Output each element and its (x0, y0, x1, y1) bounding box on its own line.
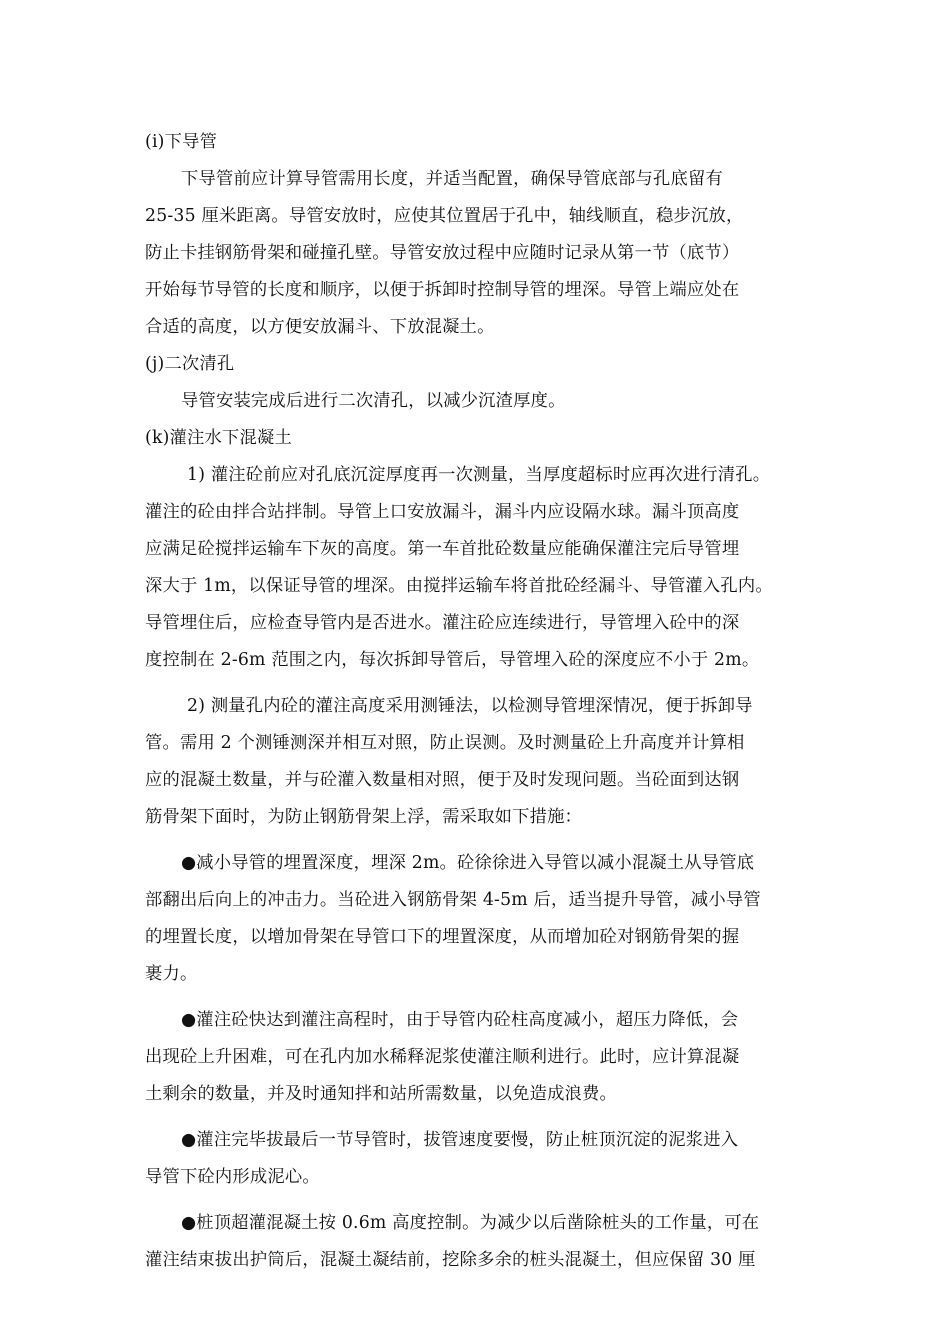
paragraph-line: 导管安装完成后进行二次清孔，以减少沉渣厚度。 (181, 391, 566, 411)
section-heading-j: (j)二次清孔 (145, 354, 235, 374)
paragraph-line: 开始每节导管的长度和顺序，以便于拆卸时控制导管的埋深。导管上端应处在 (145, 280, 740, 300)
bullet-line: ●灌注完毕拔最后一节导管时，拔管速度要慢，防止桩顶沉淀的泥浆进入 (181, 1130, 739, 1150)
paragraph-line: 25-35 厘米距离。导管安放时，应使其位置居于孔中，轴线顺直，稳步沉放， (145, 206, 744, 226)
paragraph-line: 下导管前应计算导管需用长度，并适当配置，确保导管底部与孔底留有 (181, 169, 723, 189)
paragraph-line: 部翻出后向上的冲击力。当砼进入钢筋骨架 4-5m 后，适当提升导管，减小导管 (145, 890, 761, 910)
paragraph-line: 灌注结束拔出护筒后，混凝土凝结前，挖除多余的桩头混凝土，但应保留 30 厘 (145, 1250, 756, 1270)
paragraph-gap (145, 836, 810, 845)
paragraph-gap (145, 1196, 810, 1205)
paragraph-line: 导管下砼内形成泥心。 (145, 1167, 320, 1187)
paragraph-line: 筋骨架下面时，为防止钢筋骨架上浮，需采取如下措施： (145, 807, 583, 827)
paragraph-line: 防止卡挂钢筋骨架和碰撞孔壁。导管安放过程中应随时记录从第一节（底节） (145, 243, 740, 263)
document-body (145, 124, 810, 1279)
paragraph-gap (145, 1113, 810, 1122)
paragraph-line: 灌注的砼由拌合站拌制。导管上口安放漏斗，漏斗内应设隔水球。漏斗顶高度 (145, 502, 740, 522)
paragraph-line: 出现砼上升困难，可在孔内加水稀释泥浆使灌注顺利进行。此时，应计算混凝 (145, 1047, 740, 1067)
paragraph-gap (145, 993, 810, 1002)
bullet-line: ●灌注砼快达到灌注高程时，由于导管内砼柱高度减小，超压力降低，会 (181, 1010, 739, 1030)
paragraph-line: 合适的高度，以方便安放漏斗、下放混凝土。 (145, 317, 495, 337)
paragraph-gap (145, 679, 810, 688)
paragraph-line: 土剩余的数量，并及时通知拌和站所需数量，以免造成浪费。 (145, 1084, 617, 1104)
paragraph-line: 导管埋住后，应检查导管内是否进水。灌注砼应连续进行，导管埋入砼中的深 (145, 613, 740, 633)
paragraph-line: 管。需用 2 个测锤测深并相互对照，防止误测。及时测量砼上升高度并计算相 (145, 733, 745, 753)
paragraph-line: 应的混凝土数量，并与砼灌入数量相对照，便于及时发现问题。当砼面到达钢 (145, 770, 740, 790)
section-heading-i: (i)下导管 (145, 132, 218, 152)
paragraph-line: 2) 测量孔内砼的灌注高度采用测锤法，以检测导管埋深情况，便于拆卸导 (187, 696, 753, 716)
bullet-line: ●桩顶超灌混凝土按 0.6m 高度控制。为减少以后凿除桩头的工作量，可在 (181, 1213, 760, 1233)
paragraph-line: 的埋置长度，以增加骨架在导管口下的埋置深度，从而增加砼对钢筋骨架的握 (145, 927, 740, 947)
paragraph-line: 度控制在 2-6m 范围之内，每次拆卸导管后，导管埋入砼的深度应不小于 2m。 (145, 650, 760, 670)
paragraph-line: 1) 灌注砼前应对孔底沉淀厚度再一次测量，当厚度超标时应再次进行清孔。 (187, 465, 771, 485)
paragraph-line: 裹力。 (145, 964, 198, 984)
paragraph-line: 应满足砼搅拌运输车下灰的高度。第一车首批砼数量应能确保灌注完后导管埋 (145, 539, 740, 559)
section-heading-k: (k)灌注水下混凝土 (145, 428, 292, 448)
bullet-line: ●减小导管的埋置深度，埋深 2m。砼徐徐进入导管以减小混凝土从导管底 (181, 853, 755, 873)
paragraph-line: 深大于 1m，以保证导管的埋深。由搅拌运输车将首批砼经漏斗、导管灌入孔内。 (145, 576, 773, 596)
